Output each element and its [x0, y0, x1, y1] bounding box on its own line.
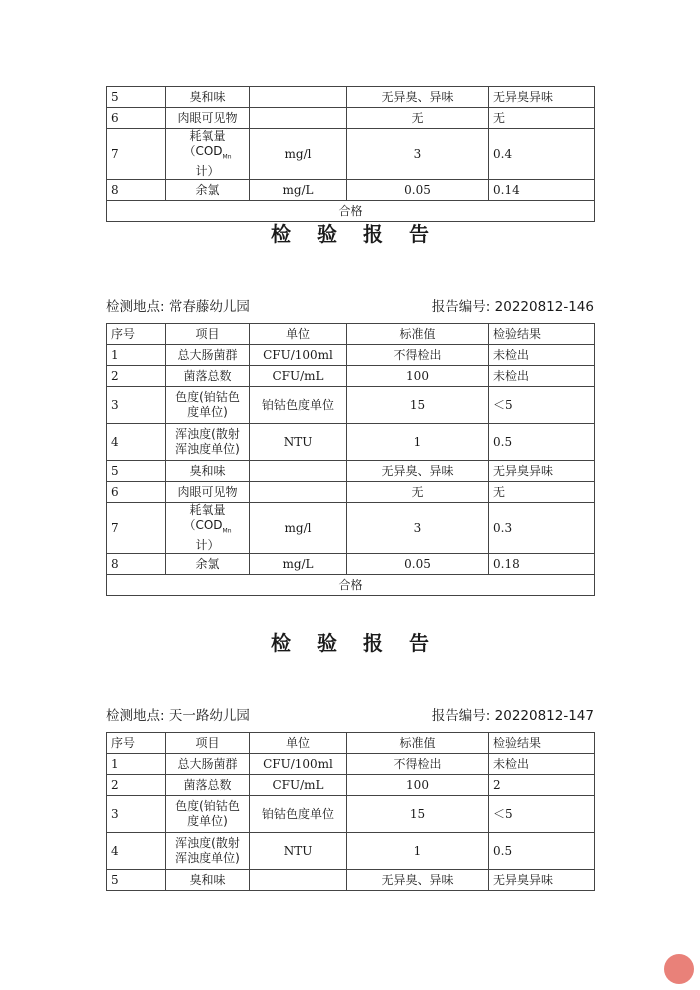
cell-std: 0.05: [347, 554, 489, 575]
cell-no: 3: [107, 387, 166, 424]
cell-item: 臭和味: [166, 87, 250, 108]
cell-result: 0.14: [489, 180, 595, 201]
cell-item-text: 耗氧量（COD: [183, 503, 226, 532]
cell-item: 浑浊度(散射浑浊度单位): [166, 424, 250, 461]
cell-item-text-end: 计）: [195, 538, 220, 553]
cell-item: [166, 129, 250, 180]
cell-unit: [250, 108, 347, 129]
table-row: [107, 833, 595, 870]
cell-item-text: 耗氧量（COD: [183, 129, 226, 158]
table-row: [107, 554, 595, 575]
cell-no: 1: [107, 754, 166, 775]
cell-no: 5: [107, 870, 166, 891]
cell-unit: [250, 461, 347, 482]
cell-no: 8: [107, 554, 166, 575]
cell-result: 未检出: [489, 754, 595, 775]
table-row: [107, 108, 595, 129]
cell-item: [166, 503, 250, 554]
table-row: [107, 482, 595, 503]
cell-item: 臭和味: [166, 461, 250, 482]
cell-result: 无异臭异味: [489, 87, 595, 108]
cell-result: 0.5: [489, 424, 595, 461]
cell-result: 无: [489, 108, 595, 129]
table-row: [107, 461, 595, 482]
cell-item: 臭和味: [166, 870, 250, 891]
header-result: 检验结果: [489, 733, 595, 754]
cell-unit: CFU/mL: [250, 775, 347, 796]
cell-result: 无: [489, 482, 595, 503]
cell-no: 8: [107, 180, 166, 201]
cell-item: 总大肠菌群: [166, 754, 250, 775]
cell-std: 无: [347, 482, 489, 503]
cell-item-subscript: Mn: [222, 153, 232, 161]
table-row: [107, 775, 595, 796]
table-header-row: [107, 733, 595, 754]
cell-no: 4: [107, 833, 166, 870]
cell-item: 总大肠菌群: [166, 345, 250, 366]
report-table: [106, 323, 595, 596]
cell-result: 0.3: [489, 503, 595, 554]
report-table: [106, 732, 595, 891]
cell-std: 无异臭、异味: [347, 461, 489, 482]
watermark-logo-icon: [664, 954, 694, 984]
cell-item: 肉眼可见物: [166, 108, 250, 129]
cell-std: 1: [347, 833, 489, 870]
header-std: 标准值: [347, 324, 489, 345]
cell-no: 6: [107, 482, 166, 503]
cell-item: 余氯: [166, 554, 250, 575]
cell-no: 3: [107, 796, 166, 833]
header-no: 序号: [107, 733, 166, 754]
cell-std: 不得检出: [347, 345, 489, 366]
cell-no: 7: [107, 129, 166, 180]
cell-unit: [250, 482, 347, 503]
cell-std: 0.05: [347, 180, 489, 201]
cell-std: 15: [347, 387, 489, 424]
table-row: [107, 754, 595, 775]
cell-result: 0.5: [489, 833, 595, 870]
cell-result: 无异臭异味: [489, 870, 595, 891]
header-std: 标准值: [347, 733, 489, 754]
table-row: [107, 870, 595, 891]
cell-item: 色度(铂钴色度单位): [166, 796, 250, 833]
report-number: 报告编号: 20220812-147: [431, 708, 594, 724]
report-title: 检验报告: [271, 222, 455, 246]
cell-unit: mg/L: [250, 180, 347, 201]
table-row: [107, 387, 595, 424]
report-number: 报告编号: 20220812-146: [431, 299, 594, 315]
cell-item: 菌落总数: [166, 366, 250, 387]
header-no: 序号: [107, 324, 166, 345]
table-row: [107, 503, 595, 554]
cell-no: 2: [107, 366, 166, 387]
report-table-continued: [106, 86, 595, 222]
table-row: [107, 366, 595, 387]
cell-unit: [250, 870, 347, 891]
conclusion-cell: 合格: [107, 575, 595, 596]
header-unit: 单位: [250, 733, 347, 754]
cell-unit: [250, 87, 347, 108]
cell-std: 3: [347, 503, 489, 554]
cell-result: 无异臭异味: [489, 461, 595, 482]
cell-std: 不得检出: [347, 754, 489, 775]
cell-no: 2: [107, 775, 166, 796]
table-row: [107, 796, 595, 833]
table-row: [107, 87, 595, 108]
cell-item: 色度(铂钴色度单位): [166, 387, 250, 424]
cell-unit: CFU/100ml: [250, 754, 347, 775]
cell-item-text-end: 计）: [195, 164, 220, 179]
cell-unit: CFU/mL: [250, 366, 347, 387]
cell-unit: NTU: [250, 833, 347, 870]
cell-result: 0.18: [489, 554, 595, 575]
cell-std: 无: [347, 108, 489, 129]
cell-std: 3: [347, 129, 489, 180]
cell-no: 7: [107, 503, 166, 554]
cell-no: 6: [107, 108, 166, 129]
table-row: [107, 424, 595, 461]
cell-no: 4: [107, 424, 166, 461]
conclusion-cell: 合格: [107, 201, 595, 222]
cell-result: ＜5: [489, 387, 595, 424]
cell-item: 余氯: [166, 180, 250, 201]
inspection-location: 检测地点: 天一路幼儿园: [106, 708, 250, 724]
cell-std: 100: [347, 366, 489, 387]
cell-item: 肉眼可见物: [166, 482, 250, 503]
cell-no: 5: [107, 87, 166, 108]
cell-result: 2: [489, 775, 595, 796]
header-item: 项目: [166, 733, 250, 754]
cell-unit: NTU: [250, 424, 347, 461]
header-unit: 单位: [250, 324, 347, 345]
table-row: [107, 129, 595, 180]
cell-std: 1: [347, 424, 489, 461]
cell-std: 无异臭、异味: [347, 870, 489, 891]
cell-result: 0.4: [489, 129, 595, 180]
cell-std: 100: [347, 775, 489, 796]
cell-no: 1: [107, 345, 166, 366]
header-result: 检验结果: [489, 324, 595, 345]
table-row-conclusion: [107, 575, 595, 596]
cell-unit: mg/L: [250, 554, 347, 575]
cell-unit: CFU/100ml: [250, 345, 347, 366]
cell-unit: mg/l: [250, 129, 347, 180]
table-header-row: [107, 324, 595, 345]
cell-result: ＜5: [489, 796, 595, 833]
cell-result: 未检出: [489, 345, 595, 366]
header-item: 项目: [166, 324, 250, 345]
table-row: [107, 180, 595, 201]
cell-result: 未检出: [489, 366, 595, 387]
cell-no: 5: [107, 461, 166, 482]
report-title: 检验报告: [271, 631, 455, 655]
cell-item-subscript: Mn: [222, 527, 232, 535]
inspection-location: 检测地点: 常春藤幼儿园: [106, 299, 250, 315]
table-row: [107, 345, 595, 366]
cell-unit: 铂钴色度单位: [250, 387, 347, 424]
cell-item: 菌落总数: [166, 775, 250, 796]
cell-unit: 铂钴色度单位: [250, 796, 347, 833]
cell-std: 无异臭、异味: [347, 87, 489, 108]
cell-item: 浑浊度(散射浑浊度单位): [166, 833, 250, 870]
cell-std: 15: [347, 796, 489, 833]
cell-unit: mg/l: [250, 503, 347, 554]
